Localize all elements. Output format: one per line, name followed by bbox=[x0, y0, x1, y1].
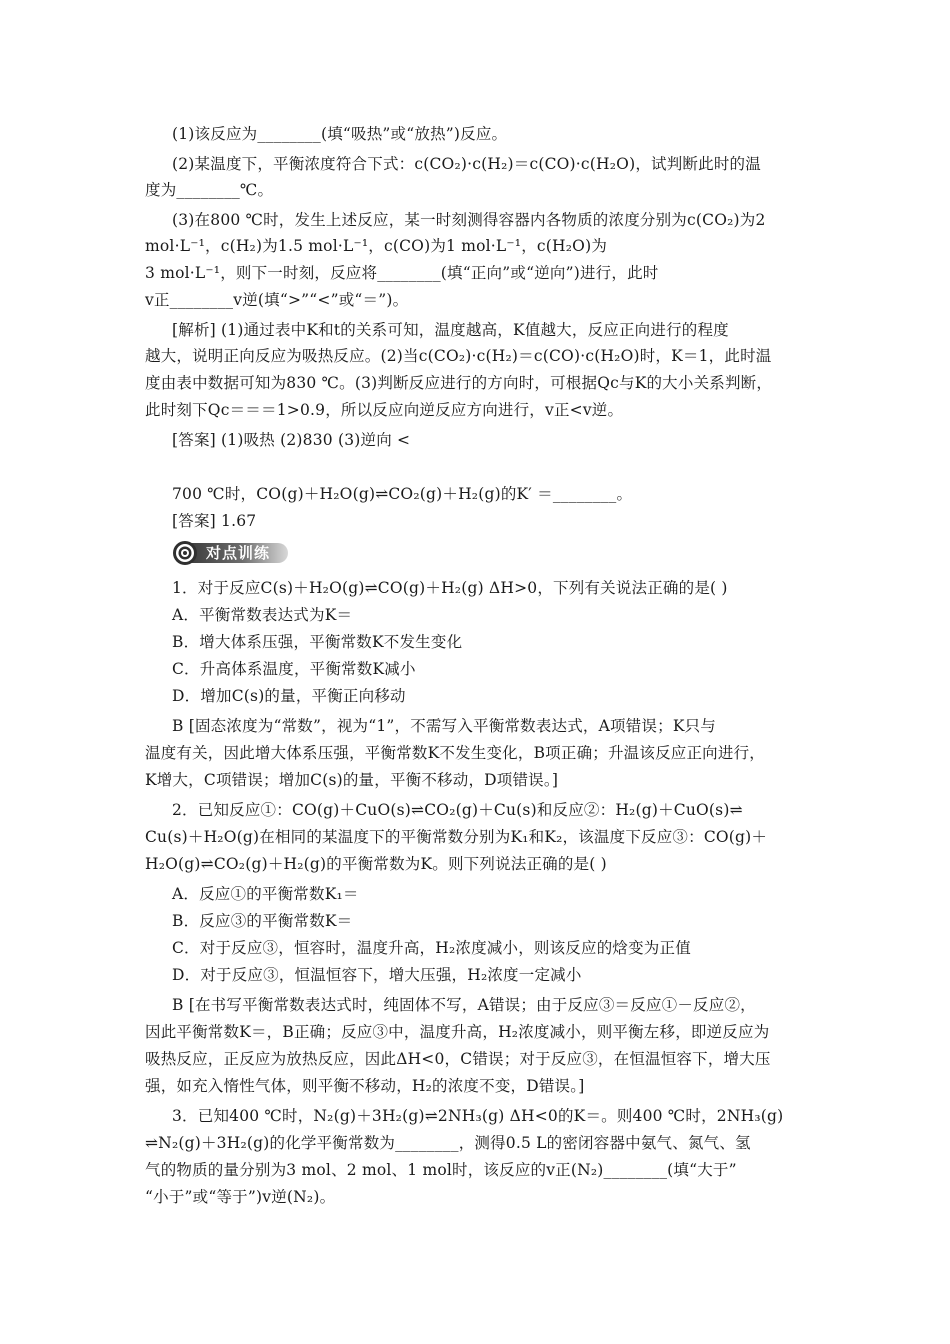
text-line: 气的物质的量分别为3 mol、2 mol、1 mol时，该反应的v正(N₂)________(填“大于” bbox=[145, 1161, 737, 1179]
text-line: 度由表中数据可知为830 ℃。(3)判断反应进行的方向时，可根据Qc与K的大小关系判断， bbox=[145, 374, 773, 392]
text-line: ⇌N₂(g)＋3H₂(g)的化学平衡常数为________，测得0.5 L的密闭容器中氨气、氮气、氢 bbox=[145, 1134, 751, 1152]
text-line: A．反应①的平衡常数K₁＝ bbox=[172, 885, 359, 903]
text-line: v正________v逆(填“>”“<”或“＝”)。 bbox=[145, 291, 409, 309]
text-line: (3)在800 ℃时，发生上述反应，某一时刻测得容器内各物质的浓度分别为c(CO₂)为2 bbox=[172, 211, 766, 229]
text-line: “小于”或“等于”)v逆(N₂)。 bbox=[145, 1188, 336, 1206]
text-line: B．反应③的平衡常数K＝ bbox=[172, 912, 353, 930]
text-line: 吸热反应，正反应为放热反应，因此ΔH<0，C错误；对于反应③，在恒温恒容下，增大压 bbox=[145, 1050, 771, 1068]
text-line: H₂O(g)⇌CO₂(g)＋H₂(g)的平衡常数为K。则下列说法正确的是( ) bbox=[145, 855, 607, 873]
text-line: 因此平衡常数K＝，B正确；反应③中，温度升高，H₂浓度减小，则平衡左移，即逆反应为 bbox=[145, 1023, 770, 1041]
text-line: K增大，C项错误；增加C(s)的量，平衡不移动，D项错误。] bbox=[145, 771, 559, 789]
text-line: 2．已知反应①：CO(g)＋CuO(s)⇌CO₂(g)＋Cu(s)和反应②：H₂(g)＋CuO(s)⇌ bbox=[172, 801, 743, 819]
text-line: Cu(s)＋H₂O(g)在相同的某温度下的平衡常数分别为K₁和K₂，该温度下反应③：CO(g)＋ bbox=[145, 828, 768, 846]
text-line: 强，如充入惰性气体，则平衡不移动，H₂的浓度不变，D错误。] bbox=[145, 1077, 585, 1095]
section-badge bbox=[172, 540, 290, 566]
text-line: D．对于反应③，恒温恒容下，增大压强，H₂浓度一定减小 bbox=[172, 966, 582, 984]
text-line: A．平衡常数表达式为K＝ bbox=[172, 606, 353, 624]
text-line: D．增加C(s)的量，平衡正向移动 bbox=[172, 687, 406, 705]
badge-label: 对点训练 bbox=[206, 544, 271, 562]
text-line: (2)某温度下，平衡浓度符合下式：c(CO₂)·c(H₂)＝c(CO)·c(H₂O)，试判断此时的温 bbox=[172, 155, 761, 173]
text-line: (1)该反应为________(填“吸热”或“放热”)反应。 bbox=[172, 125, 508, 143]
text-line: [解析] (1)通过表中K和t的关系可知，温度越高，K值越大，反应正向进行的程度 bbox=[172, 321, 729, 339]
text-line: mol·L⁻¹，c(H₂)为1.5 mol·L⁻¹，c(CO)为1 mol·L⁻¹，c(H₂O)为 bbox=[145, 237, 608, 255]
text-line: 温度有关，因此增大体系压强，平衡常数K不发生变化，B项正确；升温该反应正向进行， bbox=[145, 744, 765, 762]
text-line: 度为________℃。 bbox=[145, 181, 274, 199]
text-line: [答案] (1)吸热 (2)830 (3)逆向 < bbox=[172, 431, 411, 449]
text-line: 3．已知400 ℃时，N₂(g)＋3H₂(g)⇌2NH₃(g) ΔH<0的K＝。则400 ℃时，2NH₃(g) bbox=[172, 1107, 784, 1125]
text-line: B [固态浓度为“常数”，视为“1”，不需写入平衡常数表达式，A项错误；K只与 bbox=[172, 717, 716, 735]
text-line: 3 mol·L⁻¹，则下一时刻，反应将________(填“正向”或“逆向”)进行，此时 bbox=[145, 264, 659, 282]
text-line: C．对于反应③，恒容时，温度升高，H₂浓度减小，则该反应的焓变为正值 bbox=[172, 939, 691, 957]
text-line: [答案] 1.67 bbox=[172, 512, 257, 530]
text-line: B．增大体系压强，平衡常数K不发生变化 bbox=[172, 633, 463, 651]
text-line: 700 ℃时，CO(g)＋H₂O(g)⇌CO₂(g)＋H₂(g)的K′ ＝________。 bbox=[172, 485, 633, 503]
target-icon bbox=[172, 540, 198, 566]
text-line: 1．对于反应C(s)＋H₂O(g)⇌CO(g)＋H₂(g) ΔH>0，下列有关说法正确的是( ) bbox=[172, 579, 728, 597]
text-line: C．升高体系温度，平衡常数K减小 bbox=[172, 660, 416, 678]
text-line: B [在书写平衡常数表达式时，纯固体不写，A错误；由于反应③＝反应①－反应②， bbox=[172, 996, 756, 1014]
text-line: 越大，说明正向反应为吸热反应。(2)当c(CO₂)·c(H₂)＝c(CO)·c(H₂O)时，K＝1，此时温 bbox=[145, 347, 772, 365]
text-line: 此时刻下Qc＝＝＝1>0.9，所以反应向逆反应方向进行，v正<v逆。 bbox=[145, 401, 624, 419]
